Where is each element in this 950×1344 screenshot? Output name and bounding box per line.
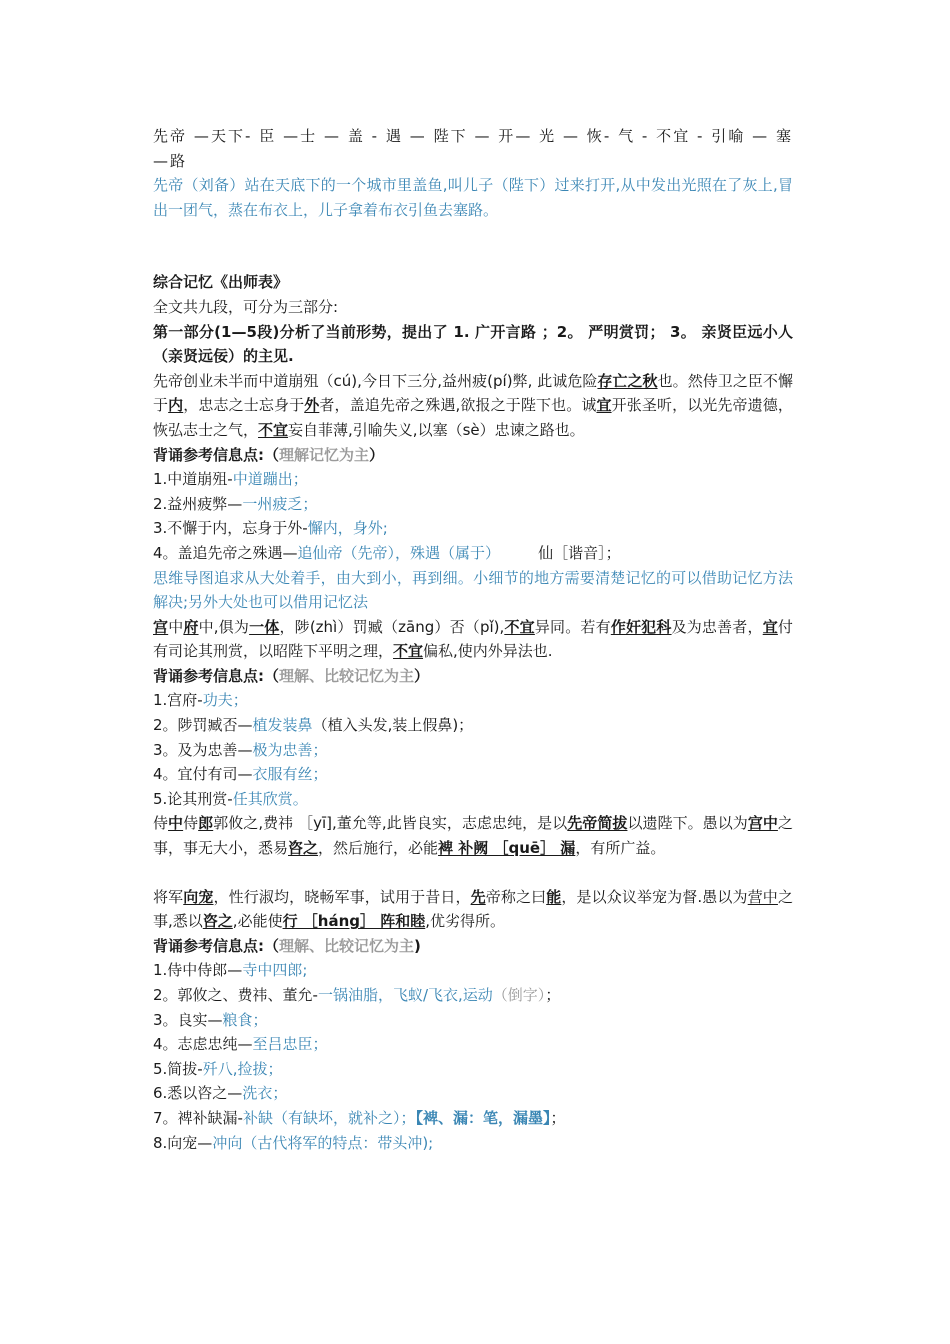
text-run: 营中 — [747, 887, 778, 906]
text-run: 中 — [168, 617, 184, 636]
text-run: 先帝简拔 — [567, 814, 628, 833]
text-run: 洗衣； — [242, 1084, 288, 1103]
text: 妄自菲薄,引喻失义,以塞（sè）忠谏之路也。 — [288, 420, 585, 439]
info-item — [153, 1057, 793, 1082]
text-run: 理解、比较记忆为主 — [279, 936, 415, 955]
info-item — [153, 688, 793, 713]
text-run: 7。裨补缺漏- — [153, 1108, 243, 1127]
text-run: 异同。若有 — [534, 617, 611, 636]
text-run: 【裨、漏：笔，漏墨】 — [415, 1108, 551, 1127]
text-run: 中 — [168, 814, 184, 833]
section-title: 综合记忆《出师表》 — [153, 273, 289, 292]
info-item — [153, 492, 793, 517]
text-run: 3。及为忠善— — [153, 740, 253, 759]
text-run: （倒字） — [492, 986, 546, 1004]
key-phrase: 存亡之秋 — [597, 371, 658, 390]
info-item — [153, 1032, 793, 1057]
text-run: 歼八,捡拔； — [202, 1059, 283, 1078]
part-one-summary: 第一部分(1—5段)分析了当前形势，提出了 1. 广开言路 ；2。 严明赏罚； 3。 亲贤臣远小人（亲贤远佞）的主见. — [153, 322, 793, 366]
text-run: 咨之 — [202, 912, 233, 931]
text-run: 偏私,使内外异法也. — [423, 642, 553, 661]
text-run: 裨 补阙 ［quē］ 漏 — [438, 839, 576, 858]
text-run: 8.向宠— — [153, 1133, 213, 1152]
text-run: 4。宜付有司— — [153, 765, 253, 784]
text-run: 不宜 — [504, 617, 535, 636]
text-run: 1.侍中侍郎— — [153, 961, 243, 980]
info-item — [153, 713, 793, 738]
text-run: 4。盖追先帝之殊遇— — [153, 543, 298, 562]
text-run: 宫中 — [747, 814, 778, 833]
text: 先帝创业未半而中道崩殂（cú),今日下三分,益州疲(pí)弊, 此诚危险 — [153, 371, 598, 390]
spacer — [153, 861, 793, 885]
text-run: 补缺（有缺坏，就补之）； — [242, 1108, 416, 1127]
text-run: 任其欣赏。 — [232, 789, 308, 808]
text-run: 先 — [470, 887, 486, 906]
text-run: 背诵参考信息点:（ — [153, 666, 279, 685]
text-run: ） — [414, 666, 430, 685]
text: 也。然侍卫之臣不懈于 — [153, 371, 793, 415]
text-paragraph-3 — [153, 811, 793, 860]
info-heading-2 — [153, 664, 793, 689]
text-run: 衣服有丝； — [252, 765, 328, 784]
text-run: 行 ［háng］ 阵和睦 — [282, 912, 426, 931]
memory-chain: 先帝 —天下- 臣 —士 — 盖 - 遇 — 陛下 — 开— 光 — 恢- 气 - 不宜 - 引喻 — 塞 —路 — [153, 127, 793, 170]
text-run: 理解、比较记忆为主 — [279, 666, 415, 685]
text-run: 宫 — [153, 617, 169, 636]
text-run: ，是以众议举宠为督.愚以为 — [561, 887, 748, 906]
text-run: 6.悉以咨之— — [153, 1084, 243, 1103]
text-run: 中道蹦出； — [232, 470, 308, 489]
text-run: 2。陟罚臧否— — [153, 716, 253, 735]
text-run: 仙［谐音］； — [538, 543, 621, 562]
info-item — [153, 516, 793, 541]
text-run: 作奸犯科 — [610, 617, 672, 636]
text-run: 2。郭攸之、费祎、董允- — [153, 986, 318, 1004]
text-run: 能 — [546, 887, 562, 906]
info-item — [153, 1131, 793, 1156]
text-run: 之事,悉以 — [153, 887, 793, 931]
text-paragraph-1 — [153, 369, 793, 443]
text-run: 一州疲乏； — [242, 494, 318, 513]
text: 者，盖追先帝之殊遇,欲报之于陛下也。诚 — [319, 396, 597, 415]
text-run: 咨之 — [288, 839, 319, 858]
text-run: 至吕忠臣； — [252, 1035, 328, 1054]
text-run: 中,俱为 — [198, 617, 250, 636]
text-run: ,优劣得所。 — [425, 912, 506, 931]
text-run: 2.益州疲弊— — [153, 494, 243, 513]
text-run: 5.论其刑赏- — [153, 789, 233, 808]
text-run: 一体 — [249, 617, 280, 636]
text-run: 极为忠善； — [252, 740, 328, 759]
text-run: 侍 — [153, 814, 169, 833]
text-run: 3.不懈于内，忘身于外- — [153, 519, 308, 538]
spacer — [153, 222, 793, 270]
text-run: 宜 — [762, 617, 778, 636]
text-run: ,必能使 — [232, 912, 283, 931]
info-heading-1 — [153, 443, 793, 468]
text: ，忠志之士忘身于 — [183, 396, 305, 415]
info-heading-3 — [153, 934, 793, 959]
text-run: 将军 — [153, 887, 184, 906]
info-item — [153, 958, 793, 983]
text-run: 1.宫府- — [153, 691, 203, 710]
text-run: ，有所广益。 — [575, 839, 666, 858]
text-run: 郎 — [198, 814, 214, 833]
info-item — [153, 467, 793, 492]
text-run: 3。良实— — [153, 1010, 223, 1029]
text-run: 一锅油脂，飞蚁/飞衣,运动 — [317, 986, 493, 1004]
info-item — [153, 787, 793, 812]
text-run: 以遗陛下。愚以为 — [627, 814, 748, 833]
text: 开张圣听，以光先帝遗德，恢弘志士之气， — [153, 396, 793, 439]
text-run: 5.简拔- — [153, 1059, 203, 1078]
info-item — [153, 983, 793, 1008]
text-run: 1.中道崩殂- — [153, 470, 233, 489]
text-run: 功夫； — [202, 691, 248, 710]
info-mode: 理解记忆为主 — [279, 445, 370, 464]
text-run: ，然后施行，必能 — [318, 839, 439, 858]
text-paragraph-4 — [153, 885, 793, 934]
text-run: 郭攸之,费祎 ［yī],董允等,此皆良实，志虑忠纯，是以 — [213, 814, 568, 833]
info-item — [153, 1081, 793, 1106]
info-item — [153, 762, 793, 787]
mind-map-tip: 思维导图追求从大处着手，由大到小，再到细。小细节的地方需要清楚记忆的可以借助记忆方法解决;另外大处也可以借用记忆法 — [153, 568, 793, 612]
info-item — [153, 1106, 793, 1131]
info-close: ） — [369, 445, 385, 464]
key-phrase: 内 — [168, 396, 184, 415]
text-paragraph-2 — [153, 615, 793, 664]
text-run: 追仙帝（先帝），殊遇（属于） — [297, 543, 501, 562]
text-run: 植发装鼻 — [252, 716, 313, 735]
text-run: 不宜 — [393, 642, 424, 661]
text-run: 背诵参考信息点:（ — [153, 936, 279, 955]
key-phrase: 不宜 — [258, 420, 289, 439]
text-run: 粮食； — [222, 1010, 268, 1029]
text-run: ，性行淑均，晓畅军事，试用于昔日， — [213, 887, 471, 906]
section-overview: 全文共九段，可分为三部分: — [153, 297, 339, 316]
key-phrase: 外 — [304, 396, 320, 415]
text-run: 向宠 — [183, 887, 214, 906]
text-run: 帝称之曰 — [485, 887, 547, 906]
document-page — [153, 124, 793, 1155]
text-run: 侍 — [183, 814, 199, 833]
text-run: 付有司论其刑赏，以昭陛下平明之理， — [153, 617, 793, 661]
text-run: （植入头发,装上假鼻)； — [312, 716, 474, 735]
text-run: ) — [414, 936, 421, 955]
memory-story: 先帝（刘备）站在天底下的一个城市里盖鱼,叫儿子（陛下）过来打开,从中发出光照在了灰上,冒出一团气，蒸在布衣上，儿子拿着布衣引鱼去塞路。 — [153, 176, 793, 219]
info-label: 背诵参考信息点:（ — [153, 445, 279, 464]
text-run: ； — [550, 1108, 566, 1127]
info-item — [153, 541, 793, 566]
text-run: 冲向（古代将军的特点：带头冲); — [212, 1133, 434, 1152]
info-item — [153, 1008, 793, 1033]
text-run: 寺中四郎; — [242, 961, 308, 980]
text-run: 及为忠善者， — [671, 617, 763, 636]
text-run: ； — [545, 986, 561, 1004]
text-run: 之事，事无大小，悉易 — [153, 814, 793, 858]
text-run: ，陟(zhì）罚臧（zāng）否（pǐ), — [279, 617, 505, 636]
text-run: 4。志虑忠纯— — [153, 1035, 253, 1054]
key-phrase: 宜 — [596, 396, 612, 415]
info-item — [153, 738, 793, 763]
text-run: 府 — [183, 617, 199, 636]
text-run: 懈内，身外; — [307, 519, 388, 538]
